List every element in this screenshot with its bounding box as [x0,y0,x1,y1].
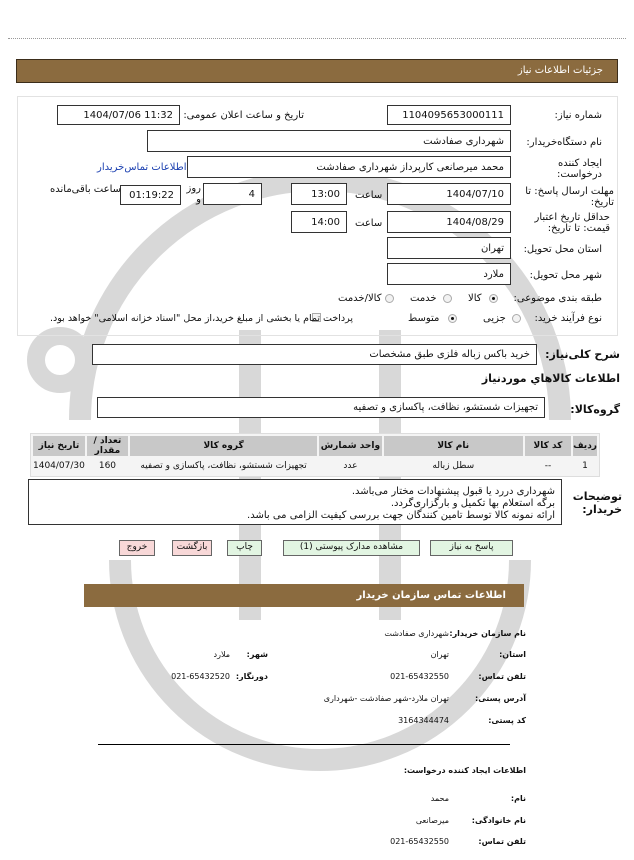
city-label: شهر: [246,650,268,659]
fax-label: دورنگار: [235,672,268,681]
view-attachments-button[interactable]: مشاهده مدارک پیوستی (1) [283,540,420,556]
deadline-time-field[interactable]: 13:00 [291,183,347,205]
buyer-label: نام دستگاه‌خریدار: [526,137,602,148]
process-radio-minor[interactable] [512,314,521,323]
name-value: محمد [430,794,449,803]
column-header: گروه کالا [130,436,317,456]
postal-value: 3164344474 [398,716,449,725]
cell-row-number: 1 [582,461,588,471]
family-value: میرصانعی [415,816,449,825]
province-field[interactable]: تهران [387,237,511,259]
city-label: شهر محل تحویل: [529,270,602,281]
notes-field[interactable] [28,479,562,525]
payment-note: پرداخت تمام یا بخشی از مبلغ خرید،از محل "اسناد خزانه اسلامی" خواهد بود. [50,313,353,324]
category-option-label: کالا [468,293,482,304]
process-option-label: متوسط [408,313,440,324]
announce-label: تاریخ و ساعت اعلان عمومی: [183,110,304,121]
category-option-label: کالا/خدمت [338,293,382,304]
address-value: تهران ملارد-شهر صفادشت -شهرداری [323,694,449,703]
cell-quantity: 160 [98,461,117,471]
cell-item-code: -- [544,461,552,471]
column-header: ردیف [573,436,597,456]
column-header: کد کالا [525,436,571,456]
fax-value: 021-65432520 [171,672,230,681]
province-label: استان: [499,650,526,659]
days-label: روز و [186,183,201,205]
province-value: تهران [430,650,449,659]
category-radio-goods[interactable] [489,294,498,303]
items-heading: اطلاعات كالاهاي موردنياز [481,372,620,385]
column-header: تعداد / مقدار [87,436,128,456]
table-header-row [33,436,597,456]
postal-label: کد پستی: [488,716,526,725]
deadline-time-label: ساعت [355,190,383,201]
exit-button[interactable]: خروج [119,540,155,556]
process-option-label: جزیی [483,313,506,324]
cell-unit: عدد [343,461,358,471]
remaining-time-field[interactable]: 01:19:22 [120,185,181,205]
table-row[interactable] [33,458,597,474]
contact-section-title: اطلاعات تماس سازمان خریدار [84,584,524,607]
family-label: نام خانوادگی: [471,816,526,825]
notes-label: توضیحات خریدار: [572,490,622,516]
need-number-label: شماره نیاز: [554,110,602,121]
cell-need-date: 1404/07/30 [33,461,85,471]
column-header: واحد شمارش [319,436,381,456]
cell-item-group: تجهیزات شستشو، نظافت، پاکسازی و تصفیه [140,461,307,471]
description-field[interactable]: خرید باکس زباله فلزی طبق مشخصات [92,344,537,365]
items-table [30,433,600,477]
group-label: گروه‌کالا: [570,403,620,416]
validity-label: حداقل تاریخ اعتبار قیمت: تا تاریخ: [534,212,610,234]
divider [98,744,510,745]
days-field[interactable]: 4 [203,183,262,205]
deadline-label: مهلت ارسال پاسخ: تا تاریخ: [525,186,614,208]
description-label: شرح کلی‌نیاز: [545,348,620,361]
process-label: نوع فرآیند خرید: [534,313,602,324]
validity-time-label: ساعت [355,218,383,229]
process-radio-medium[interactable] [448,314,457,323]
back-button[interactable]: بازگشت [172,540,212,556]
city-value: ملارد [213,650,230,659]
remaining-label: ساعت باقی‌مانده [50,184,122,195]
category-label: طبقه بندی موضوعی: [513,293,602,304]
city-field[interactable]: ملارد [387,263,511,285]
creator-phone-value: 021-65432550 [390,837,449,846]
note-line: شهرداری دررد یا قبول پیشنهادات مختار می‌باشد. [351,486,555,497]
announce-field[interactable]: 1404/07/06 11:32 [57,105,180,125]
buyer-contact-link[interactable]: اطلاعات تماس‌خریدار [97,162,187,173]
province-label: استان محل تحویل: [523,244,602,255]
creator-section-title: اطلاعات ایجاد کننده درخواست: [403,766,526,775]
cell-item-name: سطل زباله [432,461,475,471]
divider [8,38,626,39]
column-header: تاریخ نیاز [33,436,85,456]
org-value: شهرداری صفادشت [384,629,449,638]
validity-date-field[interactable]: 1404/08/29 [387,211,511,233]
buyer-field[interactable]: شهرداری صفادشت [147,130,511,152]
note-line: برگه استعلام بها تکمیل و بارگزاری‌گردد. [390,498,555,509]
column-header: نام کالا [384,436,523,456]
validity-time-field[interactable]: 14:00 [291,211,347,233]
creator-phone-label: تلفن تماس: [478,837,526,846]
phone-label: تلفن تماس: [478,672,526,681]
name-label: نام: [510,794,526,803]
deadline-date-field[interactable]: 1404/07/10 [387,183,511,205]
page-title: جزئيات اطلاعات نياز [16,59,618,83]
category-radio-service[interactable] [443,294,452,303]
category-radio-goods-service[interactable] [385,294,394,303]
phone-value: 021-65432550 [390,672,449,681]
creator-label: ایجاد کننده درخواست: [557,158,602,180]
address-label: آدرس پستی: [475,694,526,703]
creator-field[interactable]: محمد میرصانعی کارپرداز شهرداری صفادشت [187,156,511,178]
group-field[interactable]: تجهیزات شستشو، نظافت، پاکسازی و تصفیه [97,397,545,418]
note-line: ارائه نمونه کالا توسط تامین کنندگان جهت بررسی کیفیت الزامی می باشد. [247,510,555,521]
reply-button[interactable]: پاسخ به نیاز [430,540,513,556]
need-number-field[interactable]: 1104095653000111 [387,105,511,125]
org-label: نام سازمان خریدار: [449,629,526,638]
category-option-label: خدمت [410,293,437,304]
print-button[interactable]: چاپ [227,540,262,556]
